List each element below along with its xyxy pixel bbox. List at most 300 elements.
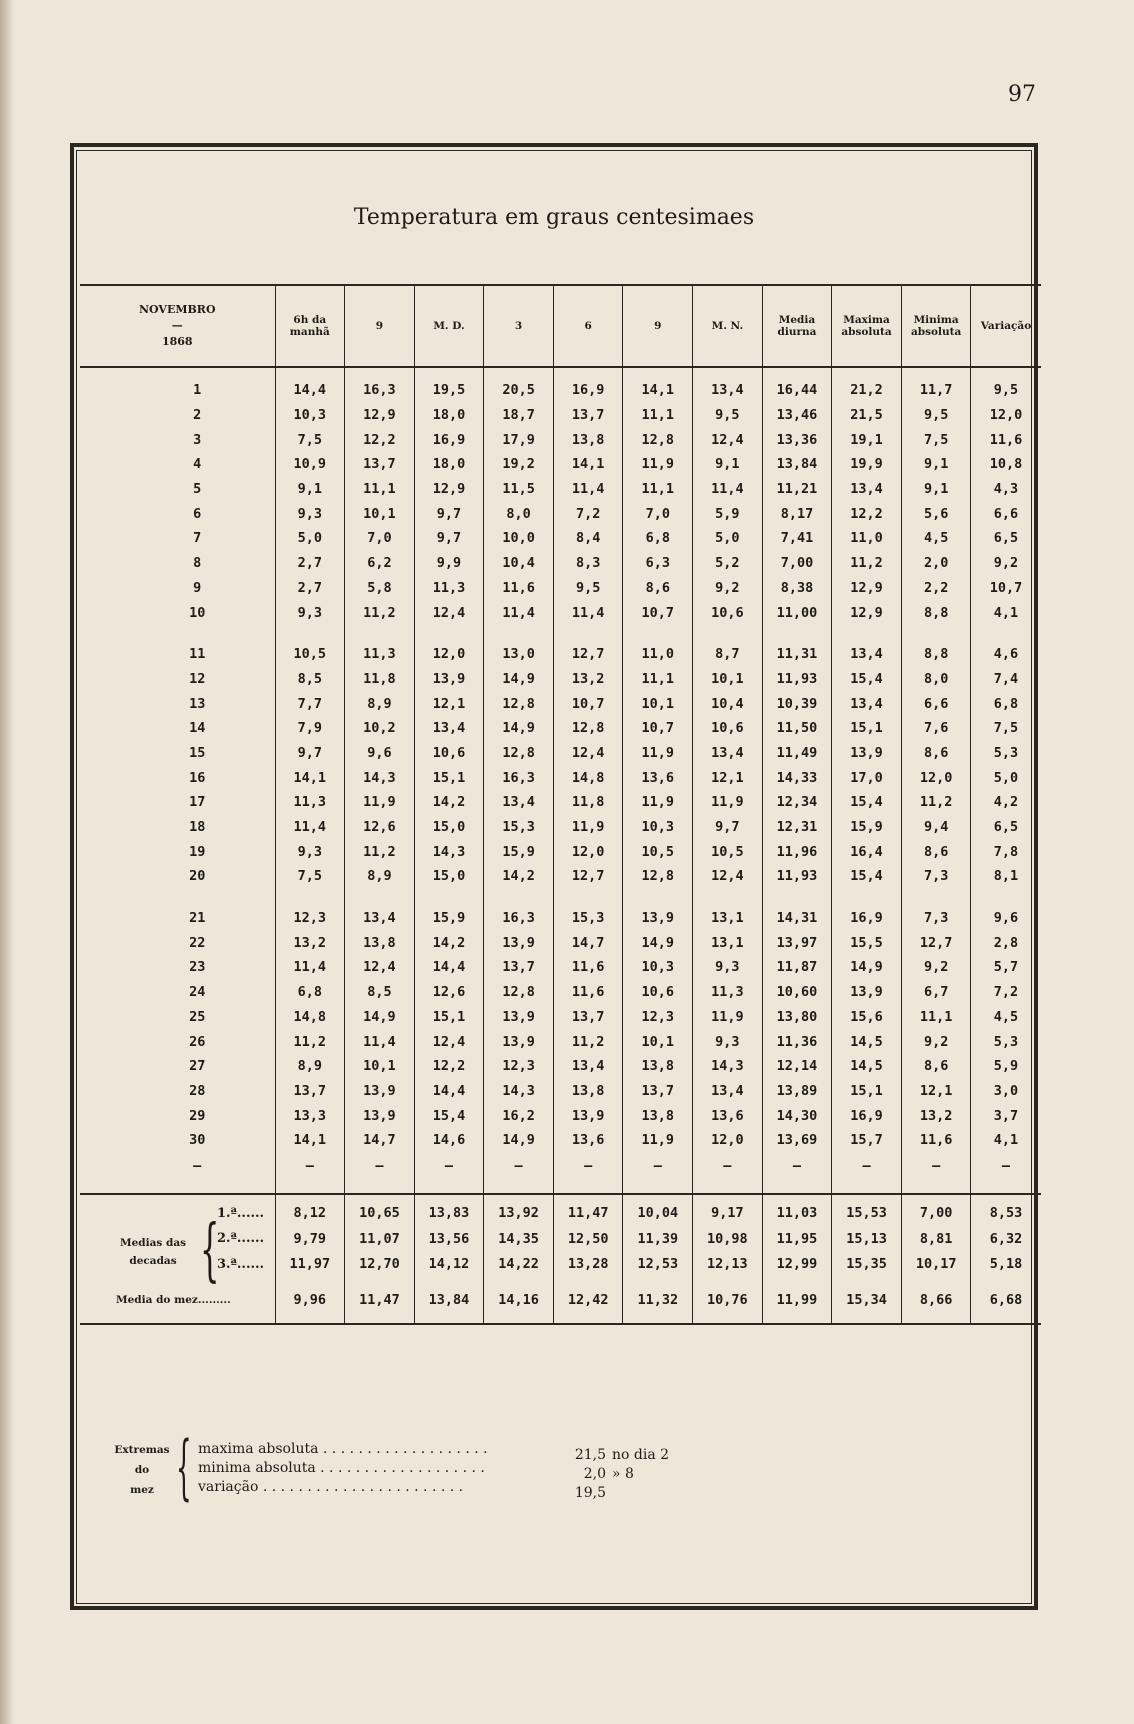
value-cell: 12,3 (484, 1054, 554, 1079)
value-cell: 9,3 (693, 955, 763, 980)
value-cell: 13,9 (484, 1005, 554, 1030)
decade-brace: { (200, 1211, 220, 1290)
day-cell: 14 (189, 720, 206, 737)
value-cell: 11,21 (762, 477, 832, 502)
page-number: 97 (1008, 82, 1036, 107)
extreme-variation (198, 1478, 612, 1503)
value-cell: 9,1 (901, 452, 971, 477)
value-cell: 7,6 (901, 716, 971, 741)
month-mean-value-cell: 14,16 (484, 1277, 554, 1324)
value-cell: 6,7 (901, 980, 971, 1005)
value-cell: 11,50 (762, 716, 832, 741)
decade-row (80, 1201, 1041, 1227)
value-cell: 9,5 (693, 403, 763, 428)
spacer-cell (484, 1179, 554, 1194)
decade-row (80, 1252, 1041, 1278)
value-cell: 18,0 (414, 403, 484, 428)
value-cell: 14,1 (623, 378, 693, 403)
value-cell: 9,5 (553, 576, 623, 601)
value-cell: 13,84 (762, 452, 832, 477)
year: 1868 (161, 335, 193, 348)
spacer-cell (832, 1194, 902, 1201)
value-cell: 9,2 (971, 551, 1041, 576)
day-cell: 27 (189, 1058, 206, 1075)
value-cell: 14,4 (414, 955, 484, 980)
value-cell: 7,4 (971, 667, 1041, 692)
decade-value-cell: 12,53 (623, 1252, 693, 1278)
value-cell: 5,6 (901, 501, 971, 526)
table-row (80, 815, 1041, 840)
value-cell: 16,9 (414, 427, 484, 452)
value-cell: 13,9 (484, 1029, 554, 1054)
value-cell: 9,7 (414, 526, 484, 551)
value-cell: 14,33 (762, 765, 832, 790)
value-cell: 15,6 (832, 1005, 902, 1030)
value-cell: 6,5 (971, 815, 1041, 840)
value-cell: 7,3 (901, 906, 971, 931)
value-cell: 11,2 (832, 551, 902, 576)
value-cell: 10,60 (762, 980, 832, 1005)
decade-value-cell: 10,65 (345, 1201, 415, 1227)
value-cell: 10,5 (693, 839, 763, 864)
value-cell: 13,9 (414, 667, 484, 692)
spacer-cell (275, 367, 345, 378)
spacer-cell (345, 1194, 415, 1201)
spacer-cell (553, 1179, 623, 1194)
dash-row (80, 1153, 1041, 1179)
value-cell: 5,0 (971, 765, 1041, 790)
value-cell: 11,8 (553, 790, 623, 815)
table-row (80, 427, 1041, 452)
day-cell: 13 (189, 695, 206, 712)
decade-value-cell: 12,13 (693, 1252, 763, 1278)
value-cell: 10,7 (623, 600, 693, 625)
value-cell: 13,9 (623, 906, 693, 931)
table-row (80, 980, 1041, 1005)
decade-value-cell: 11,95 (762, 1226, 832, 1252)
spacer-row (80, 889, 1041, 906)
value-cell: 11,4 (693, 477, 763, 502)
decade-value-cell: 12,70 (345, 1252, 415, 1278)
value-cell: 12,0 (901, 765, 971, 790)
month-header (80, 285, 275, 367)
decade-value-cell: 13,83 (414, 1201, 484, 1227)
column-header (832, 285, 902, 367)
day-cell: 26 (189, 1033, 206, 1050)
spacer-cell (971, 889, 1041, 906)
value-cell: 12,8 (623, 864, 693, 889)
day-cell: 22 (189, 934, 206, 951)
value-cell: 5,9 (971, 1054, 1041, 1079)
value-cell: 4,3 (971, 477, 1041, 502)
extremes-label-line2: do (134, 1464, 150, 1476)
table-row (80, 906, 1041, 931)
month-mean-value-cell: 8,66 (901, 1277, 971, 1324)
spacer-cell (971, 367, 1041, 378)
value-cell: 15,1 (414, 1005, 484, 1030)
value-cell: 13,80 (762, 1005, 832, 1030)
value-cell: 11,9 (623, 452, 693, 477)
table-row (80, 1128, 1041, 1153)
column-header-line: 9 (375, 320, 384, 332)
value-cell: 13,4 (832, 477, 902, 502)
table-row (80, 1079, 1041, 1104)
spacer-cell (275, 1194, 345, 1201)
dash-cell: — (832, 1153, 902, 1179)
month-mean-value-cell: 11,32 (623, 1277, 693, 1324)
extreme-value: 21,5 (574, 1447, 606, 1463)
value-cell: 11,9 (623, 1128, 693, 1153)
value-cell: 11,2 (345, 839, 415, 864)
spacer-cell (553, 625, 623, 642)
value-cell: 7,2 (553, 501, 623, 526)
value-cell: 11,9 (693, 1005, 763, 1030)
value-cell: 9,6 (971, 906, 1041, 931)
value-cell: 14,2 (414, 790, 484, 815)
value-cell: 10,4 (484, 551, 554, 576)
table-row (80, 477, 1041, 502)
value-cell: 11,9 (623, 741, 693, 766)
value-cell: 12,31 (762, 815, 832, 840)
value-cell: 13,46 (762, 403, 832, 428)
value-cell: 12,4 (693, 427, 763, 452)
value-cell: 9,3 (275, 839, 345, 864)
value-cell: 15,1 (832, 716, 902, 741)
value-cell: 11,4 (345, 1029, 415, 1054)
value-cell: 14,8 (275, 1005, 345, 1030)
day-cell: 20 (189, 868, 206, 885)
value-cell: 11,4 (275, 815, 345, 840)
value-cell: 13,69 (762, 1128, 832, 1153)
value-cell: 15,7 (832, 1128, 902, 1153)
spacer-cell (623, 1179, 693, 1194)
value-cell: 11,9 (623, 790, 693, 815)
value-cell: 15,0 (414, 815, 484, 840)
value-cell: 14,9 (484, 667, 554, 692)
value-cell: 14,3 (414, 839, 484, 864)
day-cell: 7 (193, 530, 202, 547)
value-cell: 6,5 (971, 526, 1041, 551)
value-cell: 5,8 (345, 576, 415, 601)
value-cell: 15,1 (414, 765, 484, 790)
value-cell: 5,0 (693, 526, 763, 551)
table-row (80, 716, 1041, 741)
value-cell: 13,4 (693, 741, 763, 766)
value-cell: 4,1 (971, 600, 1041, 625)
value-cell: 11,6 (901, 1128, 971, 1153)
decade-value-cell: 10,98 (693, 1226, 763, 1252)
value-cell: 13,0 (484, 642, 554, 667)
value-cell: 15,1 (832, 1079, 902, 1104)
value-cell: 14,1 (275, 765, 345, 790)
value-cell: 12,14 (762, 1054, 832, 1079)
value-cell: 11,93 (762, 667, 832, 692)
column-header-line: Minima (913, 314, 959, 326)
table-header-row (80, 285, 1041, 367)
value-cell: 11,8 (345, 667, 415, 692)
table-row (80, 667, 1041, 692)
value-cell: 7,9 (275, 716, 345, 741)
value-cell: 9,2 (901, 955, 971, 980)
spacer-cell (275, 889, 345, 906)
table-row (80, 1005, 1041, 1030)
value-cell: 7,5 (275, 427, 345, 452)
value-cell: 5,7 (971, 955, 1041, 980)
value-cell: 14,7 (345, 1128, 415, 1153)
table-row (80, 501, 1041, 526)
day-cell: 9 (193, 579, 202, 596)
value-cell: 14,3 (484, 1079, 554, 1104)
value-cell: 11,9 (693, 790, 763, 815)
value-cell: 14,9 (345, 1005, 415, 1030)
value-cell: 13,7 (275, 1079, 345, 1104)
decade-means-label (108, 1234, 198, 1270)
value-cell: 5,0 (275, 526, 345, 551)
value-cell: 11,93 (762, 864, 832, 889)
value-cell: 13,3 (275, 1103, 345, 1128)
spacer-cell (762, 889, 832, 906)
spacer-cell (484, 1194, 554, 1201)
table-row (80, 1029, 1041, 1054)
value-cell: 2,0 (901, 551, 971, 576)
value-cell: 7,5 (275, 864, 345, 889)
spacer-cell (275, 625, 345, 642)
spacer-cell (693, 1194, 763, 1201)
value-cell: 7,7 (275, 691, 345, 716)
column-header (693, 285, 763, 367)
value-cell: 10,6 (414, 741, 484, 766)
spacer-cell (623, 367, 693, 378)
value-cell: 10,1 (345, 1054, 415, 1079)
value-cell: 8,6 (901, 839, 971, 864)
spacer-cell (414, 1179, 484, 1194)
table-row (80, 1054, 1041, 1079)
value-cell: 12,3 (623, 1005, 693, 1030)
day-cell: 17 (189, 794, 206, 811)
column-header-line: M. D. (433, 320, 465, 332)
value-cell: 12,8 (484, 741, 554, 766)
value-cell: 13,2 (553, 667, 623, 692)
table-row (80, 691, 1041, 716)
value-cell: 6,6 (901, 691, 971, 716)
month-mean-value-cell: 9,96 (275, 1277, 345, 1324)
value-cell: 13,4 (693, 1079, 763, 1104)
value-cell: 6,8 (623, 526, 693, 551)
month-mean-value-cell: 6,68 (971, 1277, 1041, 1324)
value-cell: 11,4 (275, 955, 345, 980)
column-header (762, 285, 832, 367)
day-cell: 11 (189, 646, 206, 663)
value-cell: 11,2 (275, 1029, 345, 1054)
value-cell: 10,5 (275, 642, 345, 667)
value-cell: 5,3 (971, 741, 1041, 766)
value-cell: 2,2 (901, 576, 971, 601)
value-cell: 12,1 (414, 691, 484, 716)
value-cell: 4,1 (971, 1128, 1041, 1153)
value-cell: 6,8 (971, 691, 1041, 716)
value-cell: 13,2 (901, 1103, 971, 1128)
value-cell: 19,1 (832, 427, 902, 452)
value-cell: 5,2 (693, 551, 763, 576)
decade-value-cell: 13,56 (414, 1226, 484, 1252)
value-cell: 8,6 (623, 576, 693, 601)
column-header-line: diurna (777, 326, 817, 338)
table-row (80, 765, 1041, 790)
month-mean-value-cell: 15,34 (832, 1277, 902, 1324)
spacer-cell (762, 1194, 832, 1201)
decade-value-cell: 15,35 (832, 1252, 902, 1278)
value-cell: 15,9 (414, 906, 484, 931)
value-cell: 12,1 (693, 765, 763, 790)
decade-number: 2.ª...... (217, 1231, 265, 1247)
value-cell: 12,0 (414, 642, 484, 667)
column-header-line: manhã (289, 326, 330, 338)
value-cell: 8,38 (762, 576, 832, 601)
column-header-line: Variação (980, 320, 1032, 332)
table-row (80, 403, 1041, 428)
value-cell: 8,9 (345, 691, 415, 716)
value-cell: 11,96 (762, 839, 832, 864)
spacer-cell (762, 367, 832, 378)
value-cell: 13,7 (623, 1079, 693, 1104)
dash-cell: — (484, 1153, 554, 1179)
value-cell: 14,9 (623, 930, 693, 955)
value-cell: 12,6 (345, 815, 415, 840)
value-cell: 16,9 (553, 378, 623, 403)
spacer-cell (693, 625, 763, 642)
extremes-label-line1: Extremas (114, 1444, 170, 1456)
value-cell: 17,0 (832, 765, 902, 790)
spacer-cell (80, 1194, 275, 1201)
decade-value-cell: 7,00 (901, 1201, 971, 1227)
temperature-table (80, 284, 1041, 1325)
day-cell: 12 (189, 670, 206, 687)
value-cell: 12,0 (693, 1128, 763, 1153)
spacer-row (80, 367, 1041, 378)
spacer-cell (832, 1179, 902, 1194)
value-cell: 13,8 (623, 1054, 693, 1079)
value-cell: 10,7 (623, 716, 693, 741)
table-body (80, 367, 1041, 1324)
decade-value-cell: 14,12 (414, 1252, 484, 1278)
value-cell: 12,3 (275, 906, 345, 931)
value-cell: 16,2 (484, 1103, 554, 1128)
spacer-cell (623, 625, 693, 642)
decade-value-cell: 6,32 (971, 1226, 1041, 1252)
value-cell: 12,8 (553, 716, 623, 741)
value-cell: 13,7 (484, 955, 554, 980)
value-cell: 10,6 (623, 980, 693, 1005)
spacer-cell (971, 625, 1041, 642)
extreme-name: minima absoluta . . . . . . . . . . . . . . . . . . . (198, 1460, 485, 1476)
spacer-cell (414, 889, 484, 906)
value-cell: 8,9 (275, 1054, 345, 1079)
value-cell: 4,5 (971, 1005, 1041, 1030)
day-cell: 18 (189, 819, 206, 836)
value-cell: 18,0 (414, 452, 484, 477)
spacer-cell (553, 889, 623, 906)
column-header (345, 285, 415, 367)
table-row (80, 955, 1041, 980)
value-cell: 10,3 (275, 403, 345, 428)
value-cell: 10,39 (762, 691, 832, 716)
value-cell: 9,5 (971, 378, 1041, 403)
spacer-cell (80, 889, 275, 906)
table-row (80, 642, 1041, 667)
value-cell: 16,3 (484, 906, 554, 931)
value-cell: 12,9 (832, 576, 902, 601)
value-cell: 9,3 (693, 1029, 763, 1054)
value-cell: 9,7 (414, 501, 484, 526)
value-cell: 2,7 (275, 576, 345, 601)
spacer-cell (901, 889, 971, 906)
value-cell: 7,5 (971, 716, 1041, 741)
value-cell: 14,30 (762, 1103, 832, 1128)
value-cell: 14,2 (414, 930, 484, 955)
column-header (484, 285, 554, 367)
decade-row (80, 1226, 1041, 1252)
value-cell: 12,1 (901, 1079, 971, 1104)
value-cell: 4,5 (901, 526, 971, 551)
value-cell: 13,4 (832, 691, 902, 716)
value-cell: 13,9 (345, 1103, 415, 1128)
value-cell: 13,1 (693, 930, 763, 955)
table-row (80, 378, 1041, 403)
extreme-name: variação . . . . . . . . . . . . . . . . . . . . . . . (198, 1479, 464, 1495)
day-cell: 15 (189, 744, 206, 761)
value-cell: 10,1 (623, 1029, 693, 1054)
value-cell: 10,3 (623, 815, 693, 840)
value-cell: 8,9 (345, 864, 415, 889)
decade-value-cell: 11,03 (762, 1201, 832, 1227)
value-cell: 14,9 (484, 1128, 554, 1153)
value-cell: 6,2 (345, 551, 415, 576)
value-cell: 16,3 (345, 378, 415, 403)
value-cell: 21,5 (832, 403, 902, 428)
decade-label-line2: decadas (129, 1255, 177, 1267)
extreme-name: maxima absoluta . . . . . . . . . . . . . . . . . . . (198, 1441, 488, 1457)
spacer-cell (553, 1194, 623, 1201)
value-cell: 12,9 (345, 403, 415, 428)
value-cell: 13,8 (553, 1079, 623, 1104)
decade-value-cell: 5,18 (971, 1252, 1041, 1278)
value-cell: 5,3 (971, 1029, 1041, 1054)
column-header-line: absoluta (910, 326, 962, 338)
value-cell: 14,5 (832, 1029, 902, 1054)
spacer-cell (762, 1179, 832, 1194)
value-cell: 12,4 (345, 955, 415, 980)
spacer-cell (832, 367, 902, 378)
value-cell: 12,7 (901, 930, 971, 955)
day-cell: 3 (193, 431, 202, 448)
value-cell: 19,9 (832, 452, 902, 477)
spacer-cell (345, 367, 415, 378)
decade-value-cell: 10,04 (623, 1201, 693, 1227)
value-cell: 11,6 (971, 427, 1041, 452)
value-cell: 13,4 (832, 642, 902, 667)
value-cell: 11,0 (832, 526, 902, 551)
table-row (80, 576, 1041, 601)
decade-value-cell: 8,81 (901, 1226, 971, 1252)
dash-cell: — (193, 1157, 202, 1174)
day-cell: 4 (193, 456, 202, 473)
value-cell: 8,1 (971, 864, 1041, 889)
day-cell: 23 (189, 959, 206, 976)
value-cell: 17,9 (484, 427, 554, 452)
extremes-label-line3: mez (130, 1484, 154, 1496)
value-cell: 11,5 (484, 477, 554, 502)
value-cell: 13,1 (693, 906, 763, 931)
